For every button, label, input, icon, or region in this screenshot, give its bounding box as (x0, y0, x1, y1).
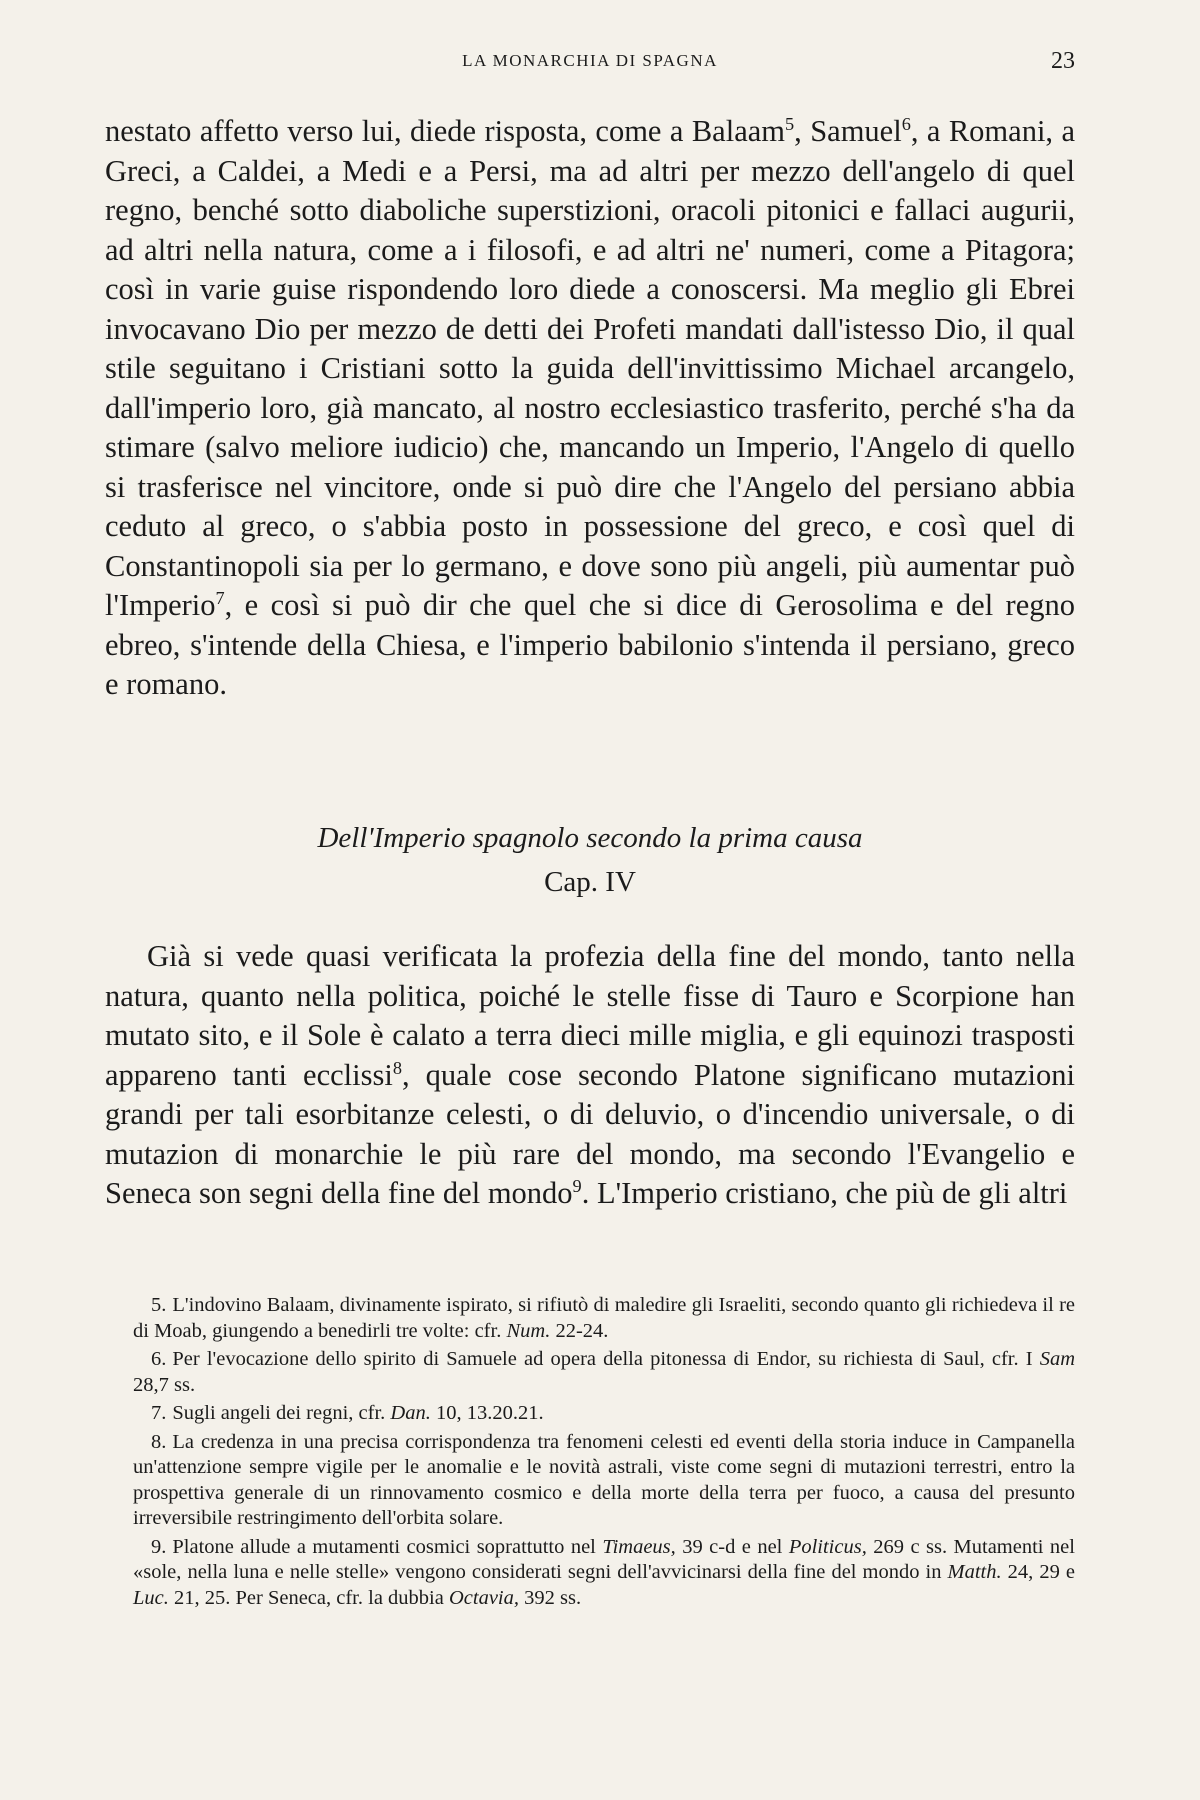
citation-italic: Matth. (947, 1561, 1002, 1583)
footnotes-section (133, 1293, 1075, 1614)
paragraph-text: , a Romani, a Greci, a Caldei, a Medi e a Persi, ma ad altri per mezzo dell'angelo di quel regno, benché sotto diaboliche superstizioni, oracoli pitonici e fallaci augurii, ad altri nella natura, come a i filosofi, e ad altri ne' numeri, come a Pitagora; così in varie guise rispondendo loro diede a conoscersi. Ma meglio gli Ebrei invocavano Dio per mezzo de detti dei Profeti mandati dall'istesso Dio, il qual stile seguitano i Cristiani sotto la guida dell'invittissimo Michael arcangelo, dall'imperio loro, già mancato, al nostro ecclesiastico trasferito, perché s'ha da stimare (salvo meliore iudicio) che, mancando un Imperio, l'Angelo di quello si trasferisce nel vincitore, onde si può dire che l'Angelo del persiano abbia ceduto al greco, o s'abbia posto in possessione del greco, e così quel di Constantinopoli sia per lo germano, e dove sono più angeli, più aumentar può l'Imperio (105, 114, 1076, 622)
chapter-number: Cap. IV (544, 866, 636, 898)
running-header (105, 44, 1075, 78)
paragraph-text: , e così si può dir che quel che si dice di Gerosolima e del regno ebreo, s'intende della Chiesa, e l'imperio babilonio s'intenda il persiano, greco e romano. (105, 588, 1075, 701)
footnote-ref-9[interactable]: 9 (572, 1175, 582, 1196)
paragraph-text: , quale cose secondo Platone significano mutazioni grandi per tali esorbitanze celesti, o di deluvio, o d'incendio universale, o di mutazion di monarchie le più rare del mondo, ma secondo l'Evangelio e Seneca son segni della fine del mondo (105, 1057, 1075, 1210)
footnote-ref-6[interactable]: 6 (901, 113, 911, 134)
citation-italic: Num. (506, 1319, 551, 1342)
body-paragraph-2 (105, 937, 1075, 1214)
footnote-text: La credenza in una precisa corrispondenza tra fenomeni celesti ed eventi della storia induce in Campanella un'attenzione sempre vigile per le anomalie e le novità astrali, viste come segni di mutazioni terrestri, entro la prospettiva generale di un rinnovamento cosmico e della morte della terra per fuoco, a causa del presunto irreversibile restringimento dell'orbita solare. (133, 1430, 1075, 1529)
body-paragraph-1 (105, 112, 1075, 705)
footnote-text: 269 c ss. Mutamenti nel «sole, nella luna e nelle stelle» vengono considerati segni dell'avvicinarsi della fine del mondo in (133, 1535, 1075, 1583)
footnote-text: Sugli angeli dei regni, cfr. (172, 1402, 391, 1424)
footnote-8 (133, 1430, 1075, 1532)
citation-italic: Dan. (390, 1402, 431, 1424)
footnote-text: 24, 29 e (1001, 1561, 1075, 1583)
paragraph-text: nestato affetto verso lui, diede risposta, come a Balaam (105, 114, 785, 148)
footnote-text: 21, 25. Per Seneca, cfr. la dubbia (168, 1586, 449, 1609)
footnote-text: 39 c-d e nel (675, 1535, 789, 1558)
footnote-ref-5[interactable]: 5 (785, 113, 795, 134)
citation-italic: Politicus, (788, 1535, 867, 1558)
footnote-number: 5. (151, 1294, 167, 1316)
footnote-text: 22-24. (550, 1319, 609, 1342)
footnote-text: 392 ss. (519, 1586, 582, 1609)
footnote-number: 6. (151, 1348, 167, 1370)
paragraph-text: , Samuel (794, 114, 902, 148)
citation-italic: Luc. (133, 1586, 169, 1609)
footnote-number: 9. (151, 1535, 167, 1558)
footnote-6 (133, 1347, 1075, 1398)
footnote-text: L'indovino Balaam, divinamente ispirato, si rifiutò di maledire gli Israeliti, secondo quanto gli richiedeva il re di Moab, giungendo a benedirli tre volte: cfr. (133, 1294, 1075, 1342)
footnote-text: Platone allude a mutamenti cosmici soprattutto nel (172, 1535, 603, 1558)
footnote-text: Per l'evocazione dello spirito di Samuele ad opera della pitonessa di Endor, su richiesta di Saul, cfr. I (172, 1348, 1040, 1370)
citation-italic: Sam (1039, 1348, 1075, 1370)
page-number: 23 (1051, 48, 1075, 74)
footnote-ref-8[interactable]: 8 (392, 1057, 402, 1078)
footnote-number: 7. (151, 1402, 167, 1424)
footnote-9 (133, 1535, 1075, 1612)
footnote-7 (133, 1401, 1075, 1427)
footnote-number: 8. (151, 1430, 167, 1453)
paragraph-text: Già si vede quasi verificata la profezia della fine del mondo, tanto nella natura, quanto nella politica, poiché le stelle fisse di Tauro e Scorpione han mutato sito, e il Sole è calato a terra dieci mille miglia, e gli equinozi trasposti appareno tanti ecclissi (105, 939, 1075, 1092)
citation-italic: Timaeus, (602, 1535, 676, 1558)
running-title: LA MONARCHIA DI SPAGNA (462, 51, 718, 70)
footnote-5 (133, 1293, 1075, 1344)
footnote-ref-7[interactable]: 7 (215, 587, 225, 608)
footnote-text: 10, 13.20.21. (430, 1402, 544, 1424)
chapter-title: Dell'Imperio spagnolo secondo la prima causa (317, 822, 863, 854)
paragraph-text: . L'Imperio cristiano, che più de gli altri (581, 1176, 1068, 1210)
citation-italic: Octavia, (448, 1586, 519, 1609)
footnote-text: 28,7 ss. (133, 1373, 196, 1396)
